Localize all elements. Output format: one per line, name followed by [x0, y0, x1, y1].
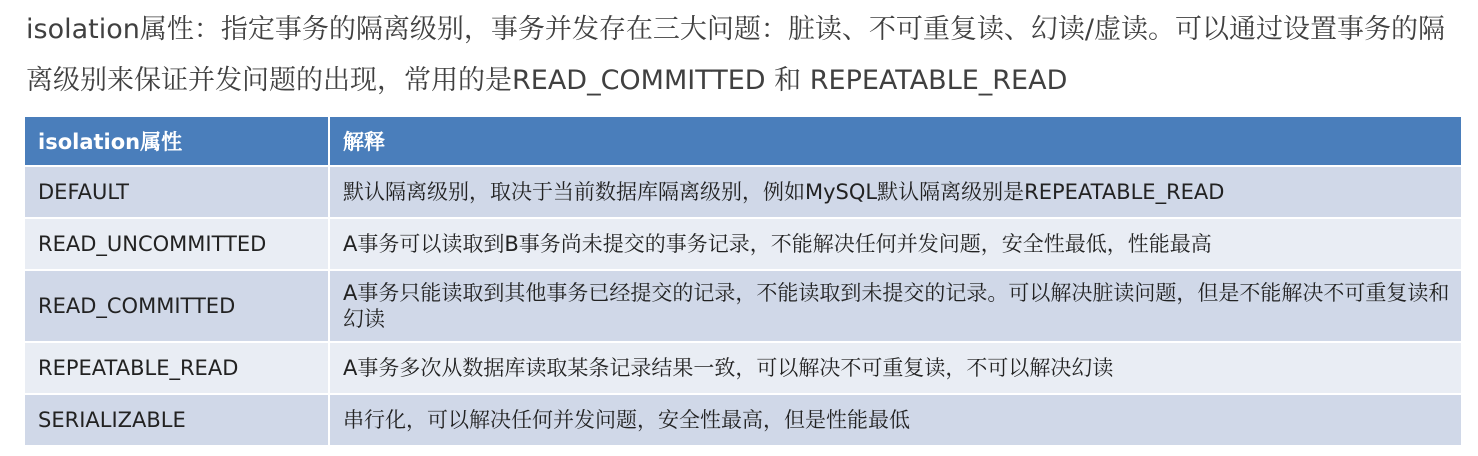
isolation-level-cell: DEFAULT — [25, 166, 329, 218]
table-row — [25, 218, 1461, 270]
isolation-table — [25, 117, 1461, 445]
isolation-level-cell: SERIALIZABLE — [25, 394, 329, 445]
table-row — [25, 270, 1461, 342]
explanation-cell: 默认隔离级别，取决于当前数据库隔离级别，例如MySQL默认隔离级别是REPEATABLE_READ — [329, 166, 1461, 218]
isolation-level-cell: READ_UNCOMMITTED — [25, 218, 329, 270]
isolation-level-cell: REPEATABLE_READ — [25, 342, 329, 394]
explanation-cell: A事务多次从数据库读取某条记录结果一致，可以解决不可重复读，不可以解决幻读 — [329, 342, 1461, 394]
header-explanation: 解释 — [329, 117, 1461, 166]
table-row — [25, 394, 1461, 445]
explanation-cell: A事务可以读取到B事务尚未提交的事务记录，不能解决任何并发问题，安全性最低，性能最高 — [329, 218, 1461, 270]
explanation-cell: 串行化，可以解决任何并发问题，安全性最高，但是性能最低 — [329, 394, 1461, 445]
explanation-cell: A事务只能读取到其他事务已经提交的记录，不能读取到未提交的记录。可以解决脏读问题，但是不能解决不可重复读和幻读 — [329, 270, 1461, 342]
table-header-row — [25, 117, 1461, 166]
intro-paragraph: isolation属性：指定事务的隔离级别，事务并发存在三大问题：脏读、不可重复读、幻读/虚读。可以通过设置事务的隔离级别来保证并发问题的出现，常用的是READ_COMMITTED 和 REPEATABLE_READ — [26, 14, 1445, 96]
isolation-level-cell: READ_COMMITTED — [25, 270, 329, 342]
header-isolation-attribute: isolation属性 — [25, 117, 329, 166]
table-row — [25, 342, 1461, 394]
table-row — [25, 166, 1461, 218]
